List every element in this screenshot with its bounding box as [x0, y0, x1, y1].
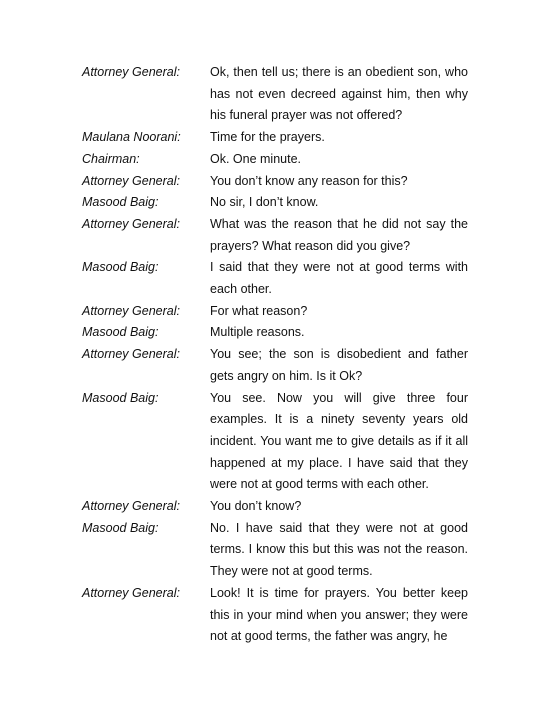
- transcript-entry: [82, 192, 472, 214]
- speech-text: [210, 301, 468, 323]
- transcript-entry: [82, 257, 472, 300]
- transcript-entry: [82, 214, 472, 257]
- speech-line: You see. Now you will give three four: [210, 390, 468, 405]
- speech-line: incident. You want me to give details as if it all: [210, 433, 468, 448]
- transcript-entry: [82, 583, 472, 648]
- transcript: [82, 62, 472, 648]
- speaker-name: Attorney General:: [82, 347, 180, 362]
- speech-text: [210, 583, 468, 648]
- speaker-name: Attorney General:: [82, 585, 180, 600]
- speech-line: For what reason?: [210, 303, 308, 318]
- speech-line: You don’t know any reason for this?: [210, 173, 408, 188]
- transcript-entry: [82, 62, 472, 127]
- speech-line: happened at my place. I have said that they: [210, 455, 468, 470]
- transcript-entry: [82, 322, 472, 344]
- speech-text: [210, 496, 468, 518]
- speaker-name: Masood Baig:: [82, 260, 159, 275]
- speaker-name: Attorney General:: [82, 499, 180, 514]
- speech-line: were not at good terms with each other.: [210, 477, 429, 492]
- speech-text: [210, 322, 468, 344]
- transcript-entry: [82, 344, 472, 387]
- speech-text: [210, 214, 468, 257]
- speech-line: examples. It is a ninety seventy years old: [210, 412, 468, 427]
- speech-line: You don’t know?: [210, 499, 302, 514]
- speaker-name: Attorney General:: [82, 216, 180, 231]
- speech-line: Multiple reasons.: [210, 325, 305, 340]
- speaker-name: Masood Baig:: [82, 195, 159, 210]
- transcript-entry: [82, 518, 472, 583]
- speech-line: each other.: [210, 282, 272, 297]
- transcript-entry: [82, 388, 472, 497]
- speech-text: [210, 192, 468, 214]
- speaker-name: Chairman:: [82, 151, 140, 166]
- speech-text: [210, 127, 468, 149]
- speech-line: prayers? What reason did you give?: [210, 238, 411, 253]
- speaker-name: Attorney General:: [82, 303, 180, 318]
- speaker-name: Masood Baig:: [82, 390, 159, 405]
- transcript-entry: [82, 127, 472, 149]
- speech-line: Look! It is time for prayers. You better keep: [210, 585, 468, 600]
- speech-line: Ok, then tell us; there is an obedient son, who: [210, 65, 468, 79]
- speech-text: [210, 388, 468, 497]
- speech-line: I said that they were not at good terms with: [210, 260, 468, 275]
- speech-line: They were not at good terms.: [210, 564, 373, 579]
- speech-line: You see; the son is disobedient and father: [210, 347, 468, 362]
- speaker-name: Maulana Noorani:: [82, 130, 181, 145]
- speech-line: gets angry on him. Is it Ok?: [210, 368, 363, 383]
- transcript-entry: [82, 149, 472, 171]
- speech-line: Time for the prayers.: [210, 130, 325, 145]
- speech-line: terms. I know this but this was not the reason.: [210, 542, 468, 557]
- speaker-name: Masood Baig:: [82, 325, 159, 340]
- speech-line: has not even decreed against him, then why: [210, 86, 468, 101]
- speech-line: What was the reason that he did not say the: [210, 216, 468, 231]
- speech-line: not at good terms, the father was angry, he: [210, 629, 448, 644]
- speech-text: [210, 518, 468, 583]
- speech-line: this in your mind when you answer; they were: [210, 607, 468, 622]
- transcript-entry: [82, 496, 472, 518]
- speech-text: [210, 62, 468, 127]
- transcript-entry: [82, 301, 472, 323]
- speech-text: [210, 149, 468, 171]
- speech-line: No. I have said that they were not at good: [210, 520, 468, 535]
- speech-text: [210, 344, 468, 387]
- speech-text: [210, 171, 468, 193]
- speaker-name: Masood Baig:: [82, 520, 159, 535]
- speech-line: Ok. One minute.: [210, 151, 302, 166]
- speaker-name: Attorney General:: [82, 65, 180, 79]
- speech-text: [210, 257, 468, 300]
- speaker-name: Attorney General:: [82, 173, 180, 188]
- speech-line: his funeral prayer was not offered?: [210, 108, 403, 123]
- speech-line: No sir, I don’t know.: [210, 195, 319, 210]
- transcript-entry: [82, 171, 472, 193]
